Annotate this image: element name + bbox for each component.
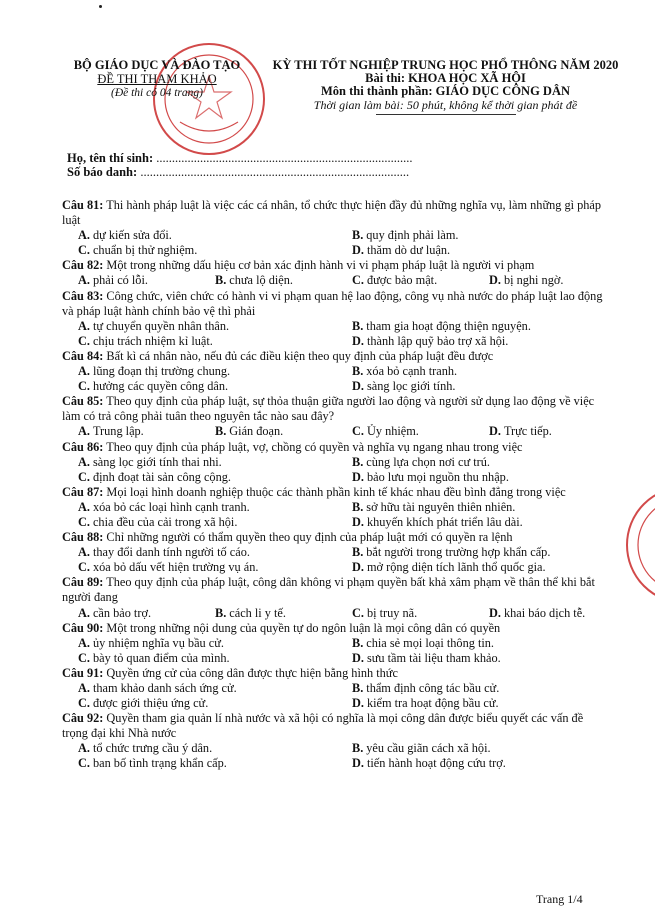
stray-mark bbox=[99, 5, 102, 8]
option-text: phải có lỗi. bbox=[92, 273, 148, 288]
option-letter: C. bbox=[78, 379, 90, 394]
question-stem bbox=[62, 530, 610, 545]
answer-options bbox=[62, 364, 610, 394]
option-letter: A. bbox=[78, 499, 90, 514]
question-item bbox=[62, 258, 610, 288]
question-stem bbox=[62, 289, 610, 319]
option-letter: A. bbox=[78, 364, 90, 379]
option-letter: B. bbox=[352, 681, 364, 695]
answer-option bbox=[62, 424, 199, 439]
answer-option bbox=[336, 319, 610, 334]
option-letter: B. bbox=[352, 454, 364, 469]
answer-option bbox=[336, 500, 610, 515]
option-text: Gián đoạn. bbox=[229, 424, 284, 439]
option-letter: C. bbox=[78, 333, 90, 348]
option-text: thăm dò dư luận. bbox=[366, 243, 451, 258]
question-item bbox=[62, 349, 610, 394]
option-letter: C. bbox=[78, 696, 90, 711]
answer-option bbox=[336, 379, 610, 394]
question-text: Một trong những nội dung của quyền tự do ngôn luận là mọi công dân có quyền bbox=[106, 620, 501, 635]
answer-option bbox=[62, 319, 336, 334]
question-item bbox=[62, 530, 610, 575]
option-text: thành lập quỹ bảo trợ xã hội. bbox=[366, 333, 509, 348]
option-letter: C. bbox=[78, 243, 90, 258]
answer-option bbox=[336, 545, 610, 560]
option-letter: D. bbox=[352, 560, 364, 575]
option-text: chưa lộ diện. bbox=[229, 273, 293, 288]
answer-option bbox=[336, 560, 610, 575]
answer-options bbox=[62, 636, 610, 666]
question-number: Câu 86: bbox=[62, 439, 104, 454]
option-letter: A. bbox=[78, 545, 90, 560]
answer-option bbox=[62, 364, 336, 379]
answer-option bbox=[336, 636, 610, 651]
option-letter: B. bbox=[215, 424, 227, 439]
answer-option bbox=[336, 741, 610, 756]
question-stem bbox=[62, 349, 610, 364]
question-number: Câu 90: bbox=[62, 620, 104, 635]
option-text: tự chuyển quyền nhân thân. bbox=[92, 318, 230, 333]
question-item bbox=[62, 711, 610, 771]
option-letter: D. bbox=[489, 273, 501, 288]
option-letter: A. bbox=[78, 741, 90, 756]
candidate-info bbox=[67, 151, 413, 179]
option-letter: C. bbox=[352, 273, 364, 288]
answer-options bbox=[62, 741, 610, 771]
option-letter: B. bbox=[352, 635, 364, 650]
option-text: tiến hành hoạt động cứu trợ. bbox=[366, 756, 506, 771]
option-text: xóa bỏ dấu vết hiện trường vụ án. bbox=[92, 560, 259, 575]
option-letter: B. bbox=[352, 318, 364, 333]
candidate-name-row bbox=[67, 151, 413, 165]
option-text: được giới thiệu ứng cử. bbox=[92, 696, 209, 711]
answer-options bbox=[62, 424, 610, 439]
option-text: định đoạt tài sản công cộng. bbox=[92, 469, 231, 484]
answer-option bbox=[199, 606, 336, 621]
answer-option bbox=[62, 228, 336, 243]
answer-option bbox=[336, 606, 473, 621]
option-letter: D. bbox=[352, 333, 364, 348]
question-stem bbox=[62, 666, 610, 681]
option-text: quy định phải làm. bbox=[366, 228, 459, 243]
option-text: bày tỏ quan điểm của mình. bbox=[92, 650, 230, 665]
answer-option bbox=[336, 681, 610, 696]
header-left bbox=[62, 58, 252, 100]
question-text: Theo quy định của pháp luật, công dân không vi phạm quyền bất khả xâm phạm về thân thể khi bắt người đang bbox=[62, 575, 595, 605]
answer-option bbox=[336, 455, 610, 470]
answer-option bbox=[62, 636, 336, 651]
option-text: bảo lưu mọi nguồn thu nhập. bbox=[366, 469, 509, 484]
question-number: Câu 84: bbox=[62, 348, 104, 363]
option-text: xóa bỏ cạnh tranh. bbox=[366, 364, 458, 379]
candidate-name-label: Họ, tên thí sinh: bbox=[67, 151, 154, 165]
answer-option bbox=[199, 273, 336, 288]
answer-option bbox=[62, 379, 336, 394]
option-letter: C. bbox=[352, 424, 364, 439]
option-text: được bảo mật. bbox=[366, 273, 438, 288]
question-number: Câu 89: bbox=[62, 575, 104, 590]
option-letter: D. bbox=[489, 424, 501, 439]
option-text: xóa bỏ các loại hình cạnh tranh. bbox=[92, 499, 250, 514]
option-text: hưởng các quyền công dân. bbox=[92, 379, 229, 394]
option-text: chia đều của cải trong xã hội. bbox=[92, 514, 238, 529]
option-text: mở rộng diện tích lãnh thổ quốc gia. bbox=[366, 560, 546, 575]
option-text: kiểm tra hoạt động bầu cử. bbox=[366, 696, 499, 711]
answer-option bbox=[62, 500, 336, 515]
question-item bbox=[62, 289, 610, 349]
answer-option bbox=[473, 606, 610, 621]
option-text: tham khảo danh sách ứng cử. bbox=[92, 681, 237, 695]
question-number: Câu 87: bbox=[62, 484, 104, 499]
option-text: Ủy nhiệm. bbox=[366, 424, 419, 439]
option-letter: C. bbox=[78, 756, 90, 771]
answer-options bbox=[62, 273, 610, 288]
option-text: chuẩn bị thử nghiệm. bbox=[92, 243, 198, 258]
option-text: dự kiến sửa đổi. bbox=[92, 228, 172, 243]
option-letter: D. bbox=[352, 514, 364, 529]
option-letter: A. bbox=[78, 605, 90, 620]
option-letter: D. bbox=[352, 756, 364, 771]
answer-option bbox=[199, 424, 336, 439]
answer-option bbox=[336, 364, 610, 379]
answer-option bbox=[62, 545, 336, 560]
option-text: yêu cầu giãn cách xã hội. bbox=[366, 741, 491, 756]
answer-options bbox=[62, 319, 610, 349]
option-text: lũng đoạn thị trường chung. bbox=[92, 364, 231, 379]
answer-option bbox=[336, 334, 610, 349]
option-letter: D. bbox=[489, 605, 501, 620]
duration-note: Thời gian làm bài: 50 phút, không kể thời gian phát đề bbox=[313, 98, 578, 112]
question-item bbox=[62, 440, 610, 485]
option-letter: D. bbox=[352, 243, 364, 258]
answer-option bbox=[62, 334, 336, 349]
answer-option bbox=[62, 470, 336, 485]
question-item bbox=[62, 575, 610, 620]
answer-option bbox=[336, 515, 610, 530]
answer-option bbox=[62, 681, 336, 696]
question-text: Công chức, viên chức có hành vi vi phạm quan hệ lao động, công vụ nhà nước do pháp luật lao động và pháp luật hành chính bảo vệ thì phải bbox=[62, 288, 603, 318]
answer-option bbox=[336, 696, 610, 711]
option-letter: B. bbox=[215, 273, 227, 288]
answer-options bbox=[62, 500, 610, 530]
header-right bbox=[268, 58, 623, 115]
question-item bbox=[62, 394, 610, 439]
option-text: tham gia hoạt động thiện nguyện. bbox=[366, 318, 531, 333]
answer-option bbox=[62, 560, 336, 575]
answer-option bbox=[62, 696, 336, 711]
question-number: Câu 88: bbox=[62, 530, 104, 545]
answer-option bbox=[62, 606, 199, 621]
option-text: Trực tiếp. bbox=[503, 424, 552, 439]
subject-name: Môn thi thành phần: GIÁO DỤC CÔNG DÂN bbox=[321, 84, 570, 98]
ministry-name: BỘ GIÁO DỤC VÀ ĐÀO TẠO bbox=[73, 58, 241, 72]
option-text: bị truy nã. bbox=[366, 605, 418, 620]
option-text: sàng lọc giới tính thai nhi. bbox=[92, 454, 222, 469]
option-text: Trung lập. bbox=[92, 424, 144, 439]
option-text: cùng lựa chọn nơi cư trú. bbox=[366, 454, 490, 469]
answer-options bbox=[62, 545, 610, 575]
option-text: bị nghi ngờ. bbox=[503, 273, 564, 288]
option-text: sàng lọc giới tính. bbox=[366, 379, 456, 394]
option-letter: C. bbox=[352, 605, 364, 620]
answer-option bbox=[336, 470, 610, 485]
answer-option bbox=[62, 243, 336, 258]
question-text: Chỉ những người có thẩm quyền theo quy định của pháp luật mới có quyền ra lệnh bbox=[106, 530, 513, 545]
option-letter: C. bbox=[78, 650, 90, 665]
candidate-id-label: Số báo danh: bbox=[67, 165, 138, 179]
exam-title: KỲ THI TỐT NGHIỆP TRUNG HỌC PHỔ THÔNG NĂM 2020 bbox=[272, 58, 619, 72]
option-text: thẩm định công tác bầu cử. bbox=[366, 681, 500, 695]
answer-option bbox=[336, 273, 473, 288]
question-stem bbox=[62, 711, 610, 741]
page-number: Trang 1/4 bbox=[536, 892, 583, 906]
question-number: Câu 81: bbox=[62, 198, 104, 212]
candidate-id-blank: ...................................................................................... bbox=[140, 165, 410, 179]
question-number: Câu 91: bbox=[62, 665, 104, 680]
option-letter: B. bbox=[352, 545, 364, 560]
question-text: Mọi loại hình doanh nghiệp thuộc các thành phần kinh tế khác nhau đều bình đẳng trong việc bbox=[106, 484, 566, 499]
question-list bbox=[62, 198, 610, 772]
question-number: Câu 82: bbox=[62, 258, 104, 273]
option-letter: D. bbox=[352, 650, 364, 665]
question-stem bbox=[62, 575, 610, 605]
option-letter: A. bbox=[78, 635, 90, 650]
test-name: Bài thi: KHOA HỌC XÃ HỘI bbox=[365, 71, 526, 85]
answer-option bbox=[336, 756, 610, 771]
question-item bbox=[62, 666, 610, 711]
option-text: bắt người trong trường hợp khẩn cấp. bbox=[366, 545, 551, 560]
answer-option bbox=[336, 243, 610, 258]
question-stem bbox=[62, 198, 610, 228]
answer-option bbox=[473, 424, 610, 439]
question-item bbox=[62, 621, 610, 666]
question-stem bbox=[62, 258, 610, 273]
question-stem bbox=[62, 621, 610, 636]
question-text: Quyền tham gia quản lí nhà nước và xã hội có nghĩa là mọi công dân được biểu quyết các vấn đề trọng đại khi Nhà nước bbox=[62, 711, 584, 741]
question-text: Theo quy định của pháp luật, sự thỏa thuận giữa người lao động và người sử dụng lao động về việc làm có trả công phải tuân theo nguyên tắc nào sau đây? bbox=[62, 394, 595, 424]
option-text: khai báo dịch tễ. bbox=[503, 605, 586, 620]
option-letter: A. bbox=[78, 424, 90, 439]
option-letter: B. bbox=[352, 228, 364, 243]
answer-option bbox=[62, 756, 336, 771]
option-letter: A. bbox=[78, 273, 90, 288]
option-letter: C. bbox=[78, 514, 90, 529]
option-text: chia sẻ mọi loại thông tin. bbox=[366, 635, 495, 650]
option-letter: A. bbox=[78, 454, 90, 469]
option-letter: A. bbox=[78, 228, 90, 243]
header-underline bbox=[376, 114, 516, 115]
answer-options bbox=[62, 606, 610, 621]
option-letter: C. bbox=[78, 560, 90, 575]
question-item bbox=[62, 485, 610, 530]
option-text: ban bố tình trạng khẩn cấp. bbox=[92, 756, 227, 771]
option-text: sưu tầm tài liệu tham khảo. bbox=[366, 650, 501, 665]
option-text: khuyến khích phát triển lâu dài. bbox=[366, 514, 523, 529]
option-letter: D. bbox=[352, 379, 364, 394]
option-text: thay đổi danh tính người tố cáo. bbox=[92, 545, 250, 560]
option-letter: D. bbox=[352, 696, 364, 711]
answer-option bbox=[62, 273, 199, 288]
question-number: Câu 83: bbox=[62, 288, 104, 303]
answer-options bbox=[62, 681, 610, 711]
question-stem bbox=[62, 485, 610, 500]
option-letter: B. bbox=[215, 605, 227, 620]
question-number: Câu 85: bbox=[62, 394, 104, 409]
option-text: cách li y tế. bbox=[229, 605, 286, 620]
option-letter: C. bbox=[78, 469, 90, 484]
option-text: tổ chức trưng cầu ý dân. bbox=[92, 741, 213, 756]
option-text: ủy nhiệm nghĩa vụ bầu cử. bbox=[92, 635, 224, 650]
page-count-note: (Đề thi có 04 trang) bbox=[111, 87, 203, 99]
question-stem bbox=[62, 440, 610, 455]
question-stem bbox=[62, 394, 610, 424]
answer-options bbox=[62, 455, 610, 485]
answer-option bbox=[62, 741, 336, 756]
answer-option bbox=[62, 515, 336, 530]
answer-option bbox=[62, 455, 336, 470]
question-number: Câu 92: bbox=[62, 711, 104, 726]
question-text: Theo quy định của pháp luật, vợ, chồng có quyền và nghĩa vụ ngang nhau trong việc bbox=[106, 439, 523, 454]
answer-option bbox=[336, 651, 610, 666]
answer-option bbox=[336, 424, 473, 439]
question-text: Bất kì cá nhân nào, nếu đủ các điều kiện theo quy định của pháp luật đều được bbox=[106, 348, 494, 363]
option-letter: A. bbox=[78, 318, 90, 333]
answer-options bbox=[62, 228, 610, 258]
question-text: Quyền ứng cử của công dân được thực hiện bằng hình thức bbox=[106, 665, 398, 680]
option-text: chịu trách nhiệm kỉ luật. bbox=[92, 333, 213, 348]
exam-type: ĐỀ THI THAM KHẢO bbox=[97, 72, 217, 86]
answer-option bbox=[62, 651, 336, 666]
partial-seal-stamp bbox=[615, 470, 655, 620]
option-letter: B. bbox=[352, 499, 364, 514]
candidate-id-row bbox=[67, 165, 413, 179]
option-letter: A. bbox=[78, 681, 90, 695]
option-text: cần bảo trợ. bbox=[92, 605, 152, 620]
answer-option bbox=[336, 228, 610, 243]
candidate-name-blank: .................................................................................. bbox=[156, 151, 413, 165]
option-text: sở hữu tài nguyên thiên nhiên. bbox=[366, 499, 516, 514]
option-letter: B. bbox=[352, 364, 364, 379]
question-text: Một trong những dấu hiệu cơ bản xác định hành vi vi phạm pháp luật là người vi phạm bbox=[106, 258, 535, 273]
answer-option bbox=[473, 273, 610, 288]
question-text: Thi hành pháp luật là việc các cá nhân, tổ chức thực hiện đầy đủ những nghĩa vụ, làm những gì pháp luật bbox=[62, 198, 602, 228]
option-letter: B. bbox=[352, 741, 364, 756]
option-letter: D. bbox=[352, 469, 364, 484]
question-item bbox=[62, 198, 610, 258]
